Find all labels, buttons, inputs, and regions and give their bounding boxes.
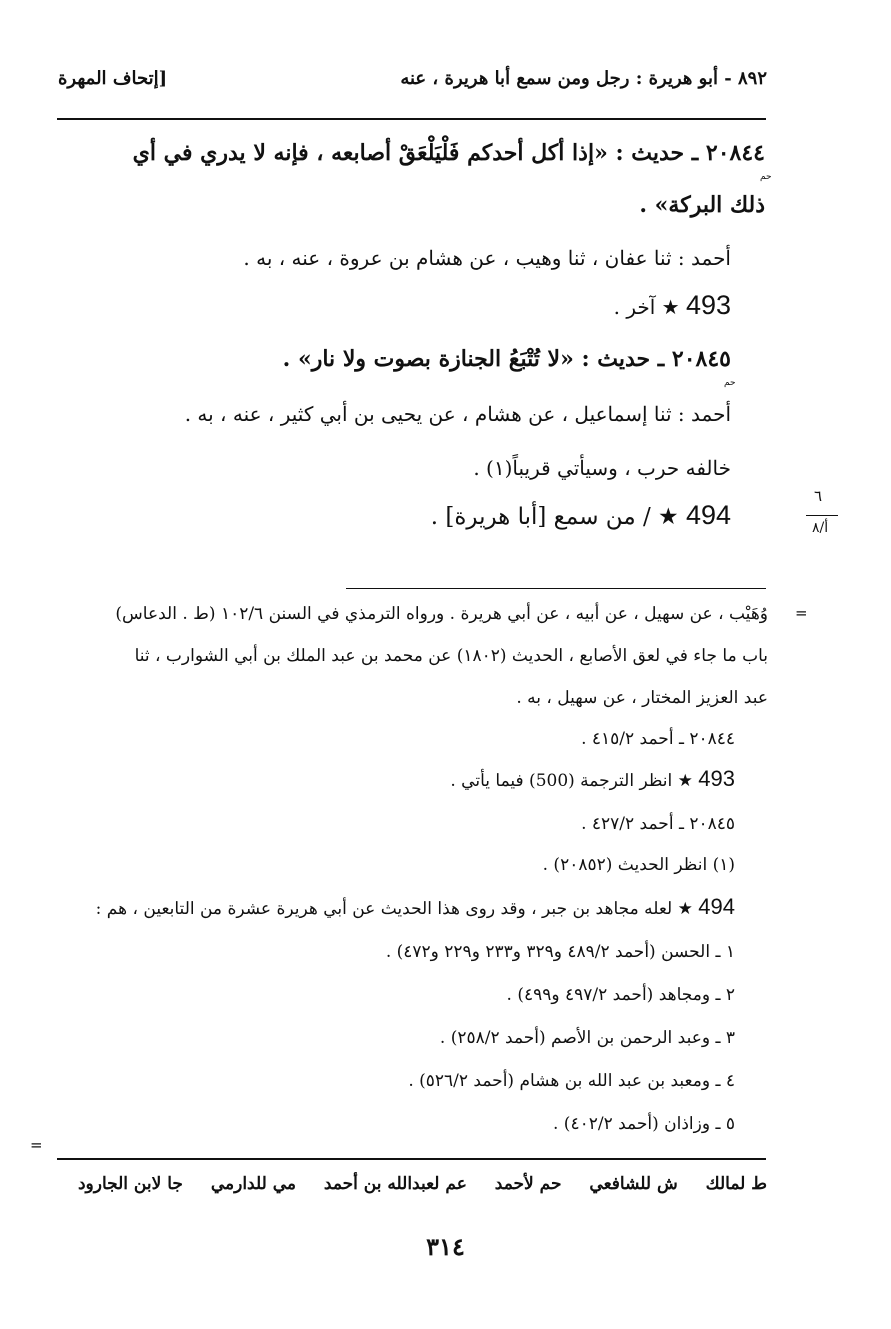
footnote-494-number: 494 xyxy=(698,894,735,919)
footnote-line-7: (١) انظر الحديث (٢٠٨٥٢) . xyxy=(542,855,735,875)
continuation-mark-bottom: = xyxy=(30,1136,43,1154)
footnote-line-4: ٢٠٨٤٤ ـ أحمد ٤١٥/٢ . xyxy=(581,729,735,749)
hadith-20844-line2: ذلك البركة» . xyxy=(639,192,765,218)
hadith-20844-source-marker: حم xyxy=(760,172,772,182)
footnote-rule xyxy=(346,588,766,589)
footnote-line-13: ٥ ـ وزاذان (أحمد ٤٠٢/٢) . xyxy=(553,1114,735,1134)
manuscript-ref-rule xyxy=(806,515,838,516)
legend-item-ahmad: حم لأحمد xyxy=(494,1174,562,1194)
legend-item-ibn-jarud: جا لابن الجارود xyxy=(77,1174,183,1194)
continuation-mark-top: = xyxy=(795,604,808,622)
hadith-20845-isnad: أحمد : ثنا إسماعيل ، عن هشام ، عن يحيى بن أبي كثير ، عنه ، به . xyxy=(184,402,731,426)
running-header-title: ٨٩٢ - أبو هريرة : رجل ومن سمع أبا هريرة ، عنه xyxy=(400,68,767,89)
footnote-493-text: ★ انظر الترجمة (500) فيما يأتي . xyxy=(450,771,693,791)
legend-rule xyxy=(57,1158,766,1160)
legend-item-darimi: مي للدارمي xyxy=(210,1174,296,1194)
footnote-494-text: ★ لعله مجاهد بن جبر ، وقد روى هذا الحديث عن أبي هريرة عشرة من التابعين ، هم : xyxy=(95,899,693,919)
entry-493-text: ★ آخر . xyxy=(613,295,680,319)
hadith-20844-isnad: أحمد : ثنا عفان ، ثنا وهيب ، عن هشام بن عروة ، عنه ، به . xyxy=(243,246,731,270)
legend-item-shafii: ش للشافعي xyxy=(589,1174,678,1194)
entry-493 xyxy=(614,290,731,321)
legend-item-malik: ط لمالك xyxy=(705,1174,767,1194)
manuscript-ref-folio: أ/٨ xyxy=(812,520,829,536)
hadith-20845-line1: ٢٠٨٤٥ ـ حديث : «لا تُتْبَعُ الجنازة بصوت ولا نار» . xyxy=(282,346,731,372)
footnote-line-5 xyxy=(450,766,735,792)
entry-493-number: 493 xyxy=(685,290,731,320)
footnote-line-8 xyxy=(96,894,735,920)
hadith-20844-line1: ٢٠٨٤٤ ـ حديث : «إذا أكل أحدكم فَلْيَلْعَقْ أصابعه ، فإنه لا يدري في أي xyxy=(132,140,765,166)
footnote-line-1: وُهَيْب ، عن سهيل ، عن أبيه ، عن أبي هريرة . ورواه الترمذي في السنن ١٠٢/٦ (ط . الدعاس) xyxy=(115,604,768,624)
footnote-493-number: 493 xyxy=(698,766,735,791)
source-abbreviations-legend xyxy=(78,1174,767,1194)
entry-494 xyxy=(431,500,731,531)
footnote-line-12: ٤ ـ ومعبد بن عبد الله بن هشام (أحمد ٥٢٦/٢) . xyxy=(408,1071,735,1091)
header-rule xyxy=(57,118,766,120)
manuscript-ref-volume: ٦ xyxy=(814,487,823,505)
footnote-line-10: ٢ ـ ومجاهد (أحمد ٤٩٧/٢ و٤٩٩) . xyxy=(506,985,735,1005)
hadith-20845-note: خالفه حرب ، وسيأتي قريباً(١) . xyxy=(473,456,731,480)
footnote-line-9: ١ ـ الحسن (أحمد ٤٨٩/٢ و٣٢٩ و٢٣٣ و٢٢٩ و٤٧٢) . xyxy=(385,942,735,962)
footnote-line-11: ٣ ـ وعبد الرحمن بن الأصم (أحمد ٢٥٨/٢) . xyxy=(439,1028,735,1048)
footnote-line-3: عبد العزيز المختار ، عن سهيل ، به . xyxy=(516,688,768,708)
page-number: ٣١٤ xyxy=(426,1232,465,1261)
running-header-book: [إتحاف المهرة xyxy=(58,68,168,89)
footnote-line-2: باب ما جاء في لعق الأصابع ، الحديث (١٨٠٢) عن محمد بن عبد الملك بن أبي الشوارب ، ثنا xyxy=(134,646,768,666)
entry-494-number: 494 xyxy=(685,500,731,530)
hadith-20845-source-marker: حم xyxy=(724,378,736,388)
entry-494-text: ★ / من سمع [أبا هريرة] . xyxy=(430,504,679,530)
footnote-line-6: ٢٠٨٤٥ ـ أحمد ٤٢٧/٢ . xyxy=(581,814,735,834)
legend-item-abdullah: عم لعبدالله بن أحمد xyxy=(323,1174,467,1194)
